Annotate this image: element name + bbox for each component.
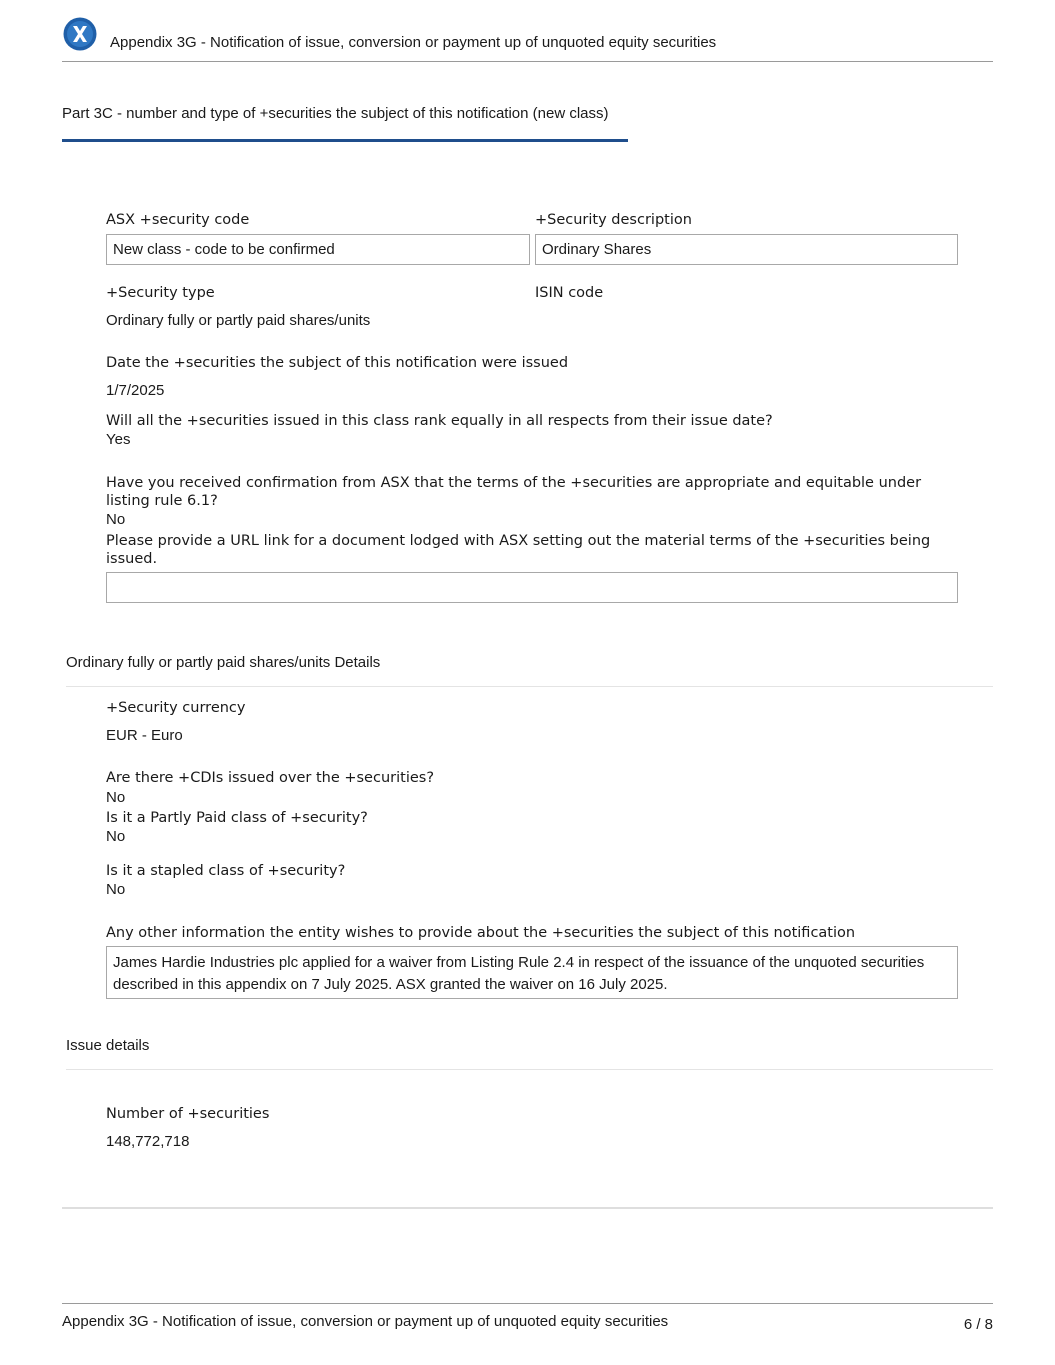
- security-description-field: Ordinary Shares: [535, 234, 958, 265]
- other-info-label: Any other information the entity wishes to provide about the +securities the subject of this notification: [106, 925, 856, 941]
- rank-equally-answer: Yes: [106, 431, 131, 448]
- details-section-divider: [66, 686, 993, 687]
- currency-value: EUR - Euro: [106, 727, 183, 744]
- number-of-securities-value: 148,772,718: [106, 1133, 190, 1150]
- section-end-divider: [62, 1207, 993, 1209]
- partly-paid-question: Is it a Partly Paid class of +security?: [106, 810, 368, 826]
- isin-code-label: ISIN code: [535, 285, 604, 301]
- issue-date-value: 1/7/2025: [106, 382, 165, 399]
- stapled-question: Is it a stapled class of +security?: [106, 863, 346, 879]
- other-info-textbox: James Hardie Industries plc applied for a waiver from Listing Rule 2.4 in respect of the issuance of the unquoted securities described in this appendix on 7 July 2025. ASX granted the waiver on 16 July 2025.: [106, 946, 958, 999]
- footer-title: Appendix 3G - Notification of issue, conversion or payment up of unquoted equity securities: [62, 1313, 669, 1330]
- security-code-label: ASX +security code: [106, 212, 250, 228]
- confirmation-question: Have you received confirmation from ASX that the terms of the +securities are appropriate and equitable under listing rule 6.1?: [106, 475, 922, 509]
- footer-divider: [62, 1303, 993, 1304]
- issue-details-title: Issue details: [66, 1037, 150, 1054]
- asx-logo-icon: [63, 17, 97, 51]
- rank-equally-question: Will all the +securities issued in this class rank equally in all respects from their issue date?: [106, 413, 773, 429]
- currency-label: +Security currency: [106, 700, 246, 716]
- issue-details-divider: [66, 1069, 993, 1070]
- url-question: Please provide a URL link for a document lodged with ASX setting out the material terms of the +securities being issued.: [106, 533, 931, 567]
- security-code-field: New class - code to be confirmed: [106, 234, 530, 265]
- security-type-value: Ordinary fully or partly paid shares/units: [106, 312, 371, 329]
- issue-date-label: Date the +securities the subject of this notification were issued: [106, 355, 569, 371]
- page-number: 6 / 8: [963, 1316, 993, 1333]
- header-title: Appendix 3G - Notification of issue, conversion or payment up of unquoted equity securities: [110, 34, 717, 51]
- security-description-label: +Security description: [535, 212, 692, 228]
- cdis-answer: No: [106, 789, 126, 806]
- confirmation-answer: No: [106, 511, 126, 528]
- url-field: [106, 572, 958, 603]
- header-divider: [62, 61, 993, 62]
- partly-paid-answer: No: [106, 828, 126, 845]
- part-title: Part 3C - number and type of +securities the subject of this notification (new class): [62, 105, 609, 122]
- part-title-underline: [62, 139, 628, 142]
- number-of-securities-label: Number of +securities: [106, 1106, 270, 1122]
- stapled-answer: No: [106, 881, 126, 898]
- details-section-title: Ordinary fully or partly paid shares/units Details: [66, 654, 381, 671]
- security-type-label: +Security type: [106, 285, 215, 301]
- cdis-question: Are there +CDIs issued over the +securities?: [106, 770, 435, 786]
